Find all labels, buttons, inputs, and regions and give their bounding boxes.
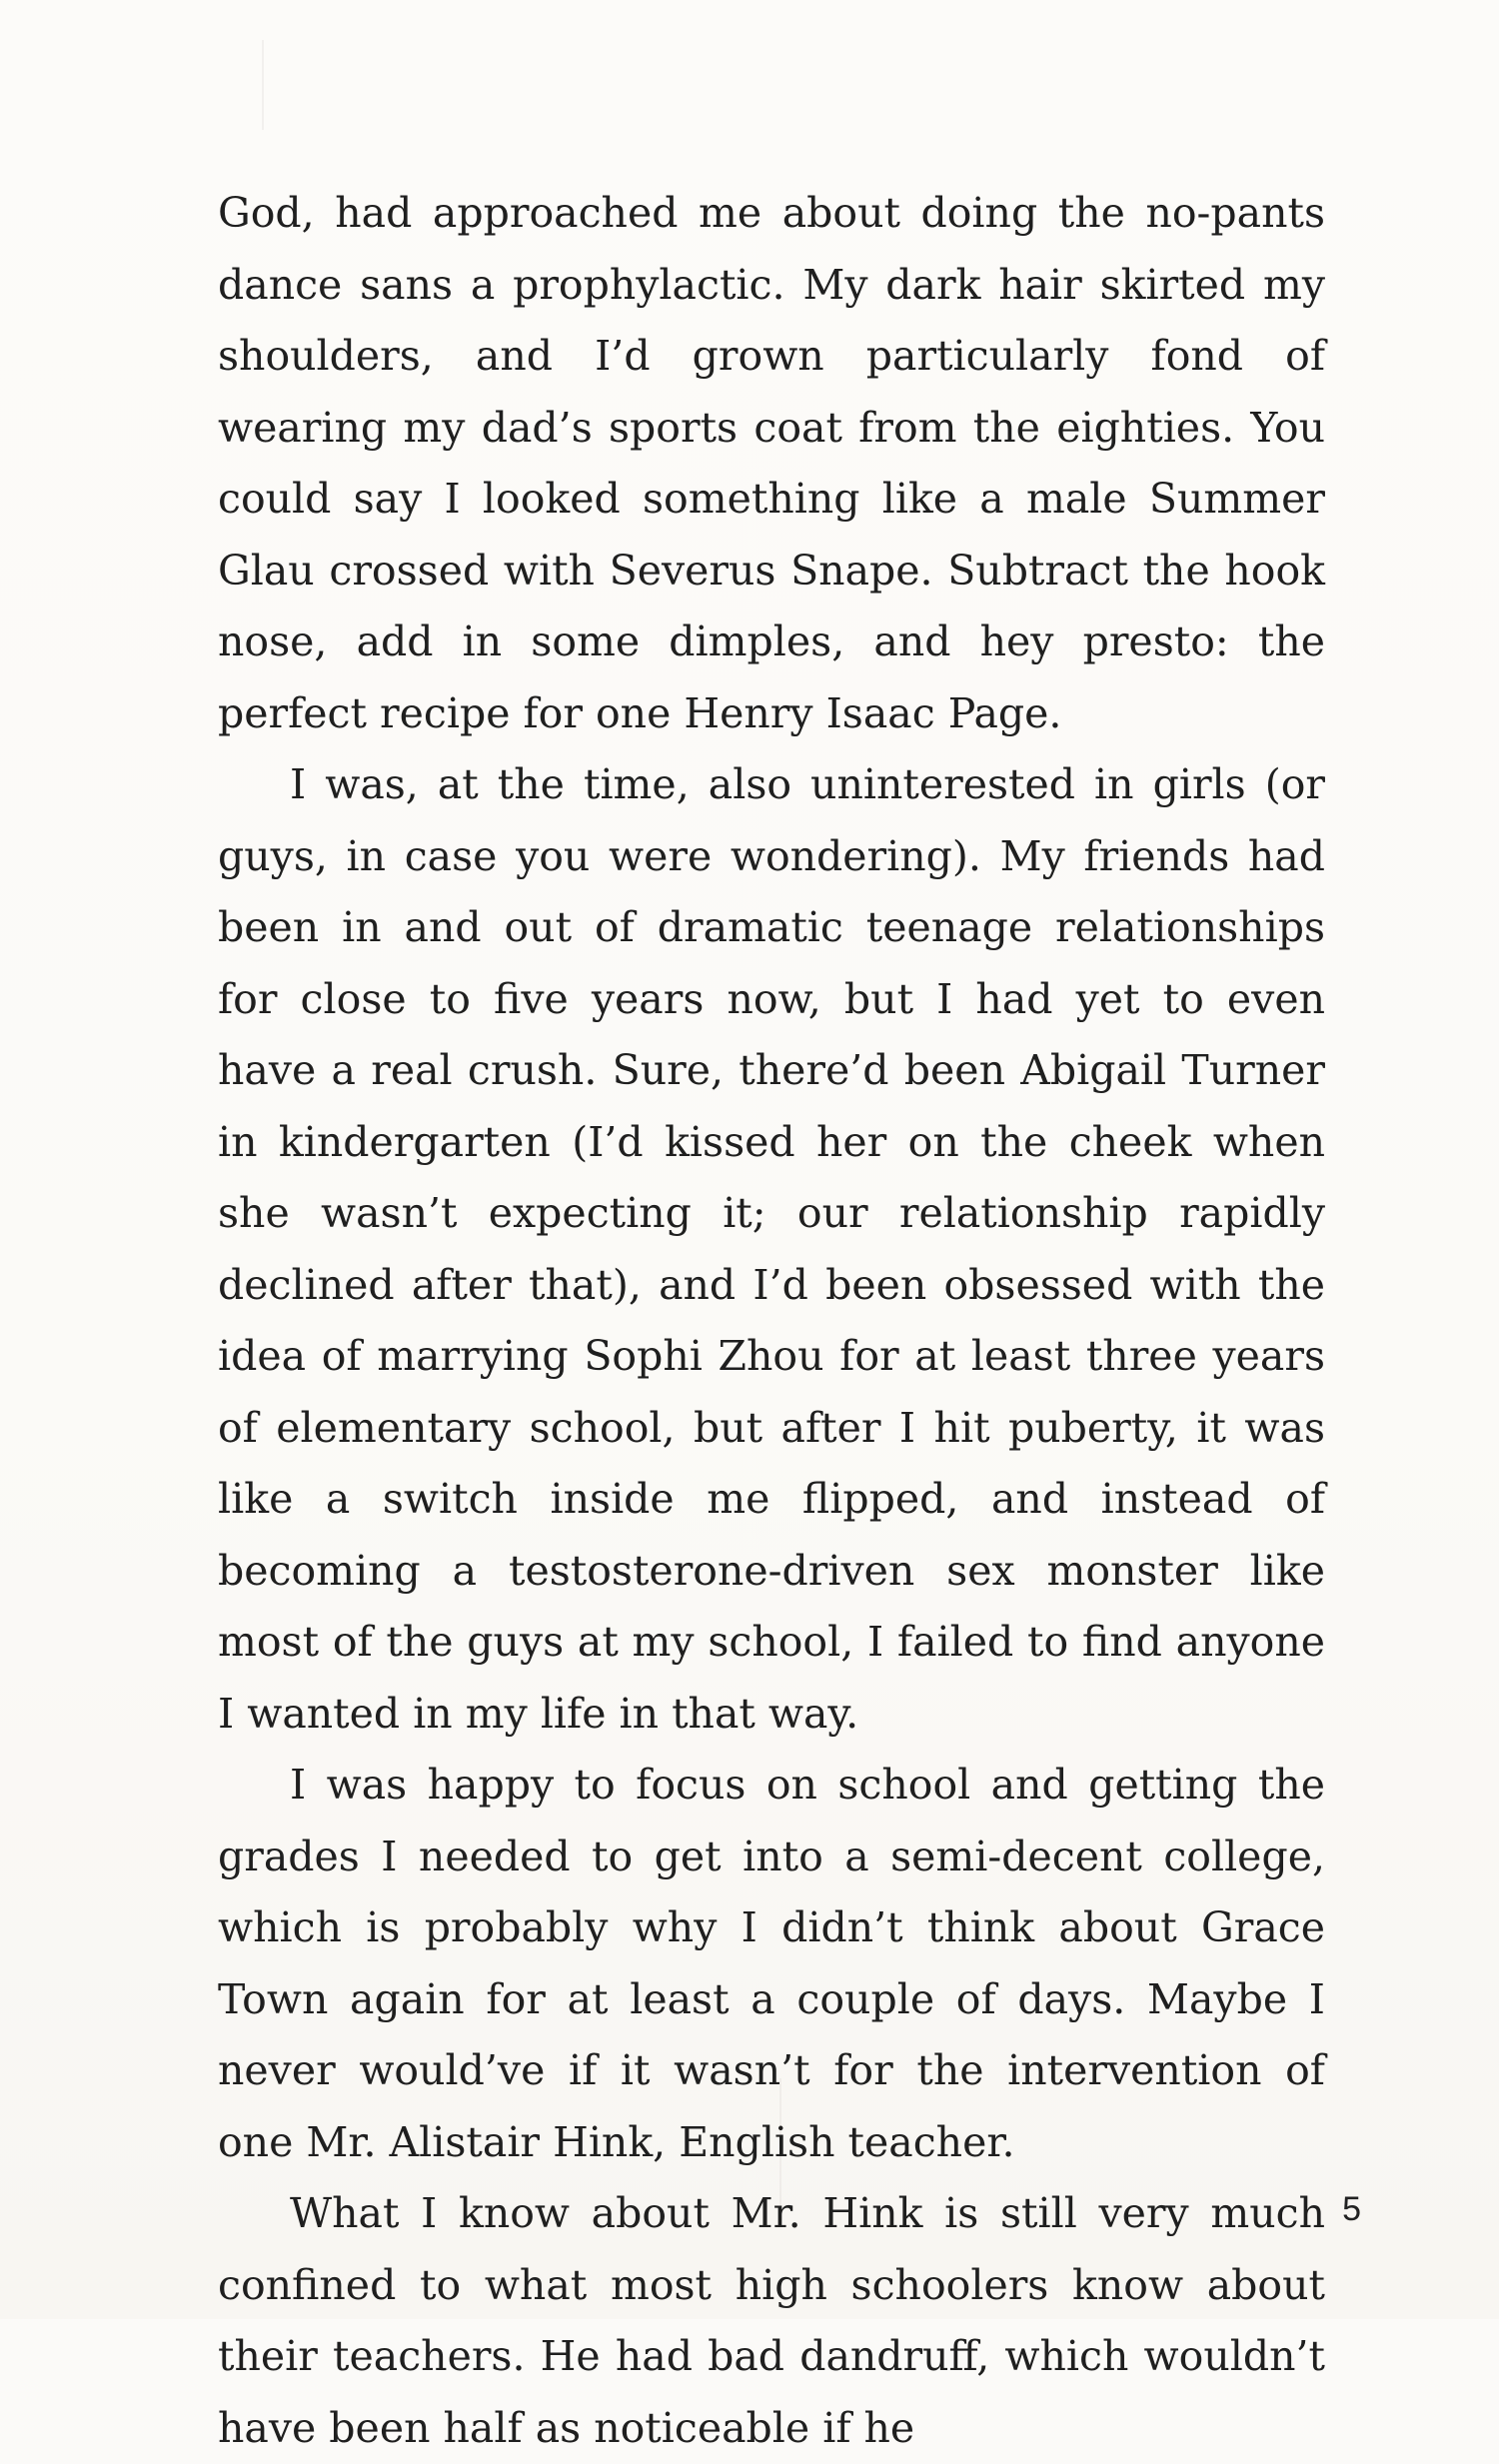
paragraph-4: What I know about Mr. Hink is still very much confined to what most high schoolers know about their teachers. He had bad dandruff, which wouldn’t have been half as noticeable if he	[218, 2189, 1325, 2452]
paragraph-2: I was, at the time, also uninterested in girls (or guys, in case you were wondering). My friends had been in and out of dramatic teenage relationships for close to five years now, but I had yet to even have a real crush. Sure, there’d been Abigail Turner in kindergarten (I’d kissed her on the cheek when she wasn’t expecting it; our relationship rapidly declined after that), and I’d been obsessed with the idea of marrying Sophi Zhou for at least three years of elementary school, but after I hit puberty, it was like a switch inside me flipped, and instead of becoming a testosterone-driven sex monster like most of the guys at my school, I failed to find anyone I wanted in my life in that way.	[218, 760, 1325, 1738]
body-text	[218, 178, 1325, 2464]
paragraph-3: I was happy to focus on school and getting the grades I needed to get into a semi-decent college, which is probably why I didn’t think about Grace Town again for at least a couple of days. Maybe I never would’ve if it wasn’t for the intervention of one Mr. Alistair Hink, English teacher.	[218, 1761, 1325, 2166]
scan-artifact	[262, 40, 264, 130]
page-number: 5	[1342, 2190, 1361, 2228]
paragraph-1: God, had approached me about doing the no-pants dance sans a prophylactic. My dark hair skirted my shoulders, and I’d grown particularly fond of wearing my dad’s sports coat from the eighties. You could say I looked something like a male Summer Glau crossed with Severus Snape. Subtract the hook nose, add in some dimples, and hey presto: the perfect recipe for one Henry Isaac Page.	[218, 189, 1325, 737]
